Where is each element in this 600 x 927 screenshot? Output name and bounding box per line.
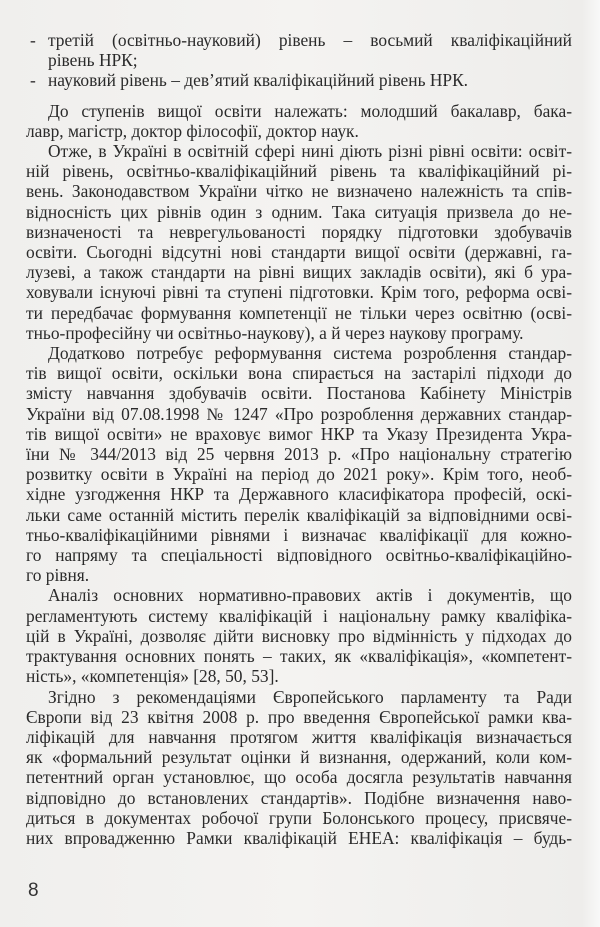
text-line: України від 07.08.1998 № 1247 «Про розроблення державних стандар- <box>26 403 572 424</box>
text-line: ній рівень, освітньо-кваліфікаційний рівень та кваліфікаційний рі- <box>26 161 572 182</box>
bullet-dash: - <box>30 30 36 50</box>
page-number: 8 <box>28 880 39 901</box>
text-line: го напряму та спеціальності відповідного освітньо-кваліфікаційно- <box>26 545 572 566</box>
text-line: регламентують систему кваліфікацій і національну рамку кваліфіка- <box>26 605 572 626</box>
paragraph <box>26 343 572 585</box>
bullet-dash: - <box>30 70 36 91</box>
text-line: відносність цих рівнів один з одним. Така ситуація призвела до не- <box>26 201 572 222</box>
text-line: Аналіз основних нормативно-правових актів і документів, що <box>48 585 572 606</box>
text-line: тньо-професійну чи освітньо-наукову), а й через наукову програму. <box>26 322 524 343</box>
body-text <box>26 30 572 848</box>
text-line: тньо-кваліфікаційними рівнями і визначає кваліфікації для кожно- <box>26 524 572 545</box>
text-line: відповідно до встановлених стандартів». Подібне визначення наво- <box>26 787 572 808</box>
text-line: освіти. Сьогодні відсутні нові стандарти вищої освіти (державні, га- <box>26 242 572 263</box>
text-line: хідне узгодження НКР та Державного класифікатора професій, оскі- <box>26 484 572 505</box>
text-line: До ступенів вищої освіти належать: молодший бакалавр, бака- <box>48 100 572 121</box>
paragraph <box>26 101 572 141</box>
text-line: змісту навчання здобувачів освіти. Постанова Кабінету Міністрів <box>26 383 572 404</box>
text-line: петентний орган установлює, що особа досягла результатів навчання <box>26 767 572 788</box>
text-line: третій (освітньо-науковий) рівень – восьмий кваліфікаційний <box>48 30 572 50</box>
text-line: Отже, в Україні в освітній сфері нині діють різні рівні освіти: освіт- <box>48 141 572 162</box>
text-line: го рівня. <box>26 565 90 586</box>
text-line: лавр, магістр, доктор філософії, доктор наук. <box>26 120 359 141</box>
text-line: Згідно з рекомендаціями Європейського парламенту та Ради <box>48 686 572 707</box>
text-line: диться в документах робочої групи Болонського процесу, присвяче- <box>26 807 572 828</box>
paragraph <box>26 585 572 686</box>
text-line: тів вищої освіти, оскільки вона спирається на застарілі підходи до <box>26 363 572 384</box>
text-line: трактування основних понять – таких, як «кваліфікація», «компетент- <box>26 646 572 667</box>
text-line: них впровадженню Рамки кваліфікацій EHEA: кваліфікація – будь- <box>26 827 572 848</box>
text-line: Європи від 23 квітня 2008 р. про введення Європейської рамки ква- <box>26 706 572 727</box>
text-line: Додатково потребує реформування система розроблення стандар- <box>48 343 572 364</box>
list-item <box>26 70 572 90</box>
text-line: льки саме останній містить перелік кваліфікацій за відповідними осві- <box>26 504 572 525</box>
paragraph <box>26 687 572 849</box>
text-line: рівень НРК; <box>48 50 138 71</box>
text-line: визначеності та неврегульованості порядку підготовки здобувачів <box>26 221 572 242</box>
text-line: вень. Законодавством України чітко не визначено належність та спів- <box>26 181 572 202</box>
text-line: як «формальний результат оцінки й визнання, одержаний, коли ком- <box>26 747 572 768</box>
text-line: ти передбачає формування компетенції не тільки через освітню (осві- <box>26 302 572 323</box>
text-line: розвитку освіти в Україні на період до 2021 року». Крім того, необ- <box>26 464 572 485</box>
text-line: лузеві, а також стандарти на рівні вищих закладів освіти), які б ура- <box>26 262 572 283</box>
list-item <box>26 30 572 70</box>
text-line: тів вищої освіти» не враховує вимог НКР та Указу Президента Укра- <box>26 423 572 444</box>
paragraph <box>26 141 572 343</box>
text-line: ховували існуючі рівні та ступені підготовки. Крім того, реформа осві- <box>26 282 572 303</box>
text-line: науковий рівень – дев’ятий кваліфікаційний рівень НРК. <box>48 70 469 91</box>
text-line: цій в Україні, дозволяє дійти висновку про відмінність у підходах до <box>26 625 572 646</box>
text-line: їни № 344/2013 від 25 червня 2013 р. «Про національну стратегію <box>26 444 572 465</box>
text-line: ліфікацій для навчання протягом життя кваліфікація визначається <box>26 726 572 747</box>
text-line: ність», «компетенція» [28, 50, 53]. <box>26 666 279 687</box>
